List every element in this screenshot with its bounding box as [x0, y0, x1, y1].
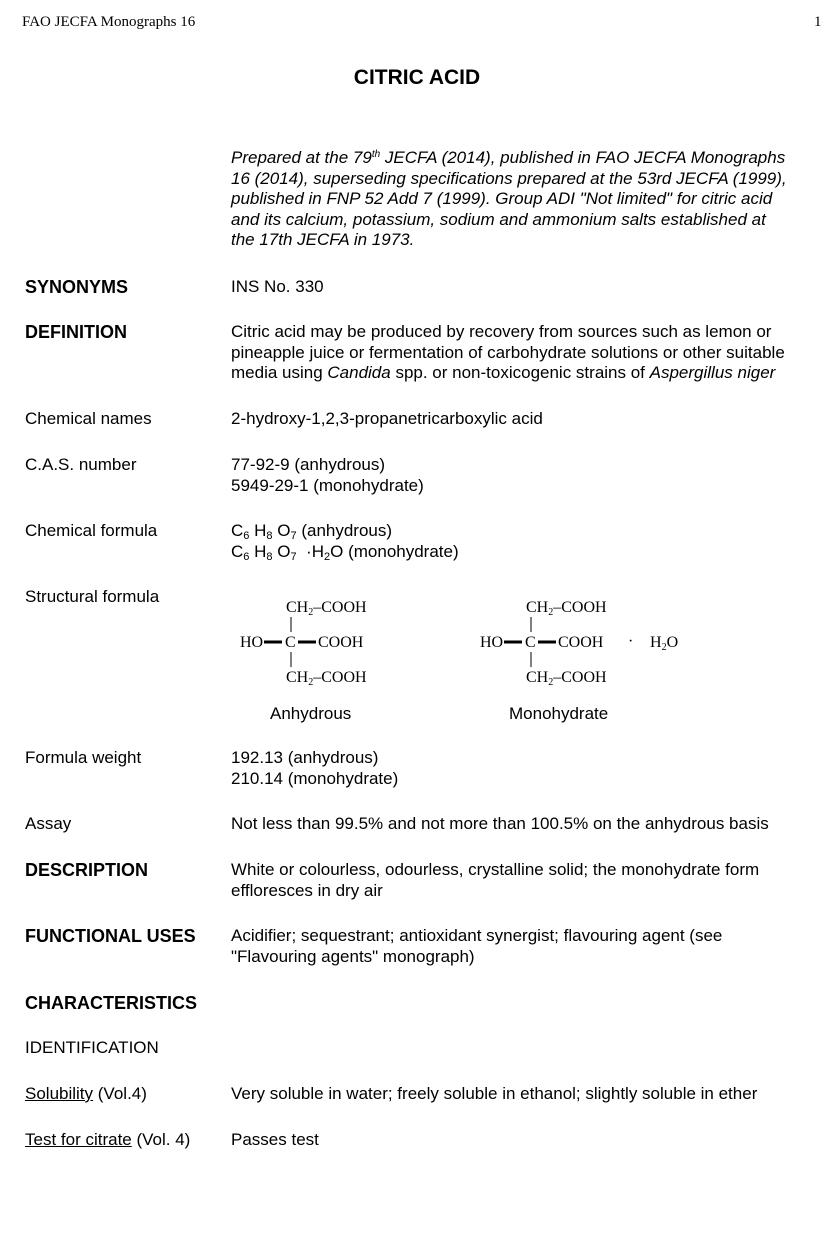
- definition-value: Citric acid may be produced by recovery from sources such as lemon or pineapple juice or fermentation of carbohydrate solutions or other suitable media using Candida spp. or non-toxicogenic strains of Aspergillus niger: [231, 322, 785, 382]
- synonyms-label: SYNONYMS: [25, 277, 129, 297]
- cas-number-value: 77-92-9 (anhydrous) 5949-29-1 (monohydrate): [231, 455, 424, 495]
- cas-number-label: C.A.S. number: [25, 455, 137, 474]
- svg-text:HO: HO: [480, 634, 504, 651]
- caption-anhydrous: Anhydrous: [270, 704, 352, 723]
- definition-label: DEFINITION: [25, 322, 127, 342]
- formula-weight-value: 192.13 (anhydrous) 210.14 (monohydrate): [231, 748, 399, 788]
- assay-label: Assay: [25, 814, 72, 833]
- svg-text:C: C: [525, 634, 536, 651]
- structural-formula-figure: [236, 592, 716, 732]
- chemical-names-label: Chemical names: [25, 409, 152, 428]
- solubility-value: Very soluble in water; freely soluble in ethanol; slightly soluble in ether: [231, 1084, 758, 1103]
- svg-text:CH2–COOH: CH2–COOH: [526, 669, 607, 688]
- running-header: FAO JECFA Monographs 16: [22, 14, 196, 30]
- structure-diagram: [236, 592, 716, 702]
- svg-text:CH2–COOH: CH2–COOH: [286, 669, 367, 688]
- solubility-label: Solubility (Vol.4): [25, 1084, 147, 1103]
- citrate-test-label: Test for citrate (Vol. 4): [25, 1130, 191, 1149]
- description-label: DESCRIPTION: [25, 860, 149, 880]
- citrate-test-link: Test for citrate: [25, 1130, 132, 1149]
- description-value: White or colourless, odourless, crystalline solid; the monohydrate form effloresces in dry air: [231, 860, 760, 900]
- functional-uses-label: FUNCTIONAL USES: [25, 926, 196, 946]
- page-title: CITRIC ACID: [353, 66, 481, 89]
- page-number: 1: [814, 14, 822, 30]
- svg-text:COOH: COOH: [318, 634, 364, 651]
- caption-monohydrate: Monohydrate: [509, 704, 609, 723]
- citrate-test-value: Passes test: [231, 1130, 319, 1149]
- svg-text:·: ·: [628, 633, 634, 650]
- svg-text:C: C: [285, 634, 296, 651]
- prepared-note: Prepared at the 79th JECFA (2014), published in FAO JECFA Monographs 16 (2014), superseding specifications prepared at the 53rd JECFA (1999), published in FNP 52 Add 7 (1999). Group ADI "Not limited" for citric acid and its calcium, potassium, sodium and ammonium salts established at the 17th JECFA in 1973.: [231, 148, 787, 249]
- characteristics-heading: CHARACTERISTICS: [25, 993, 198, 1013]
- svg-text:COOH: COOH: [558, 634, 604, 651]
- formula-weight-label: Formula weight: [25, 748, 142, 767]
- solubility-link: Solubility: [25, 1084, 94, 1103]
- identification-heading: IDENTIFICATION: [25, 1038, 159, 1057]
- functional-uses-value: Acidifier; sequestrant; antioxidant synergist; flavouring agent (see "Flavouring agents" monograph): [231, 926, 723, 966]
- svg-text:CH2–COOH: CH2–COOH: [286, 599, 367, 618]
- monohydrate-structure: [480, 599, 678, 688]
- chemical-formula-label: Chemical formula: [25, 521, 158, 540]
- svg-text:HO: HO: [240, 634, 264, 651]
- chemical-formula-value: $C_6$ $H_8$ $O_7$ (anhydrous) $C_6$ $H_8$ $O_7 \cdot H_2O$ (monohydrate): [231, 521, 459, 563]
- assay-value: Not less than 99.5% and not more than 100.5% on the anhydrous basis: [231, 814, 769, 833]
- structural-formula-label: Structural formula: [25, 587, 160, 606]
- synonyms-value: INS No. 330: [231, 277, 324, 296]
- anhydrous-structure: [240, 599, 367, 688]
- svg-text:CH2–COOH: CH2–COOH: [526, 599, 607, 618]
- svg-text:H2O: H2O: [650, 634, 679, 653]
- chemical-names-value: 2-hydroxy-1,2,3-propanetricarboxylic acid: [231, 409, 543, 428]
